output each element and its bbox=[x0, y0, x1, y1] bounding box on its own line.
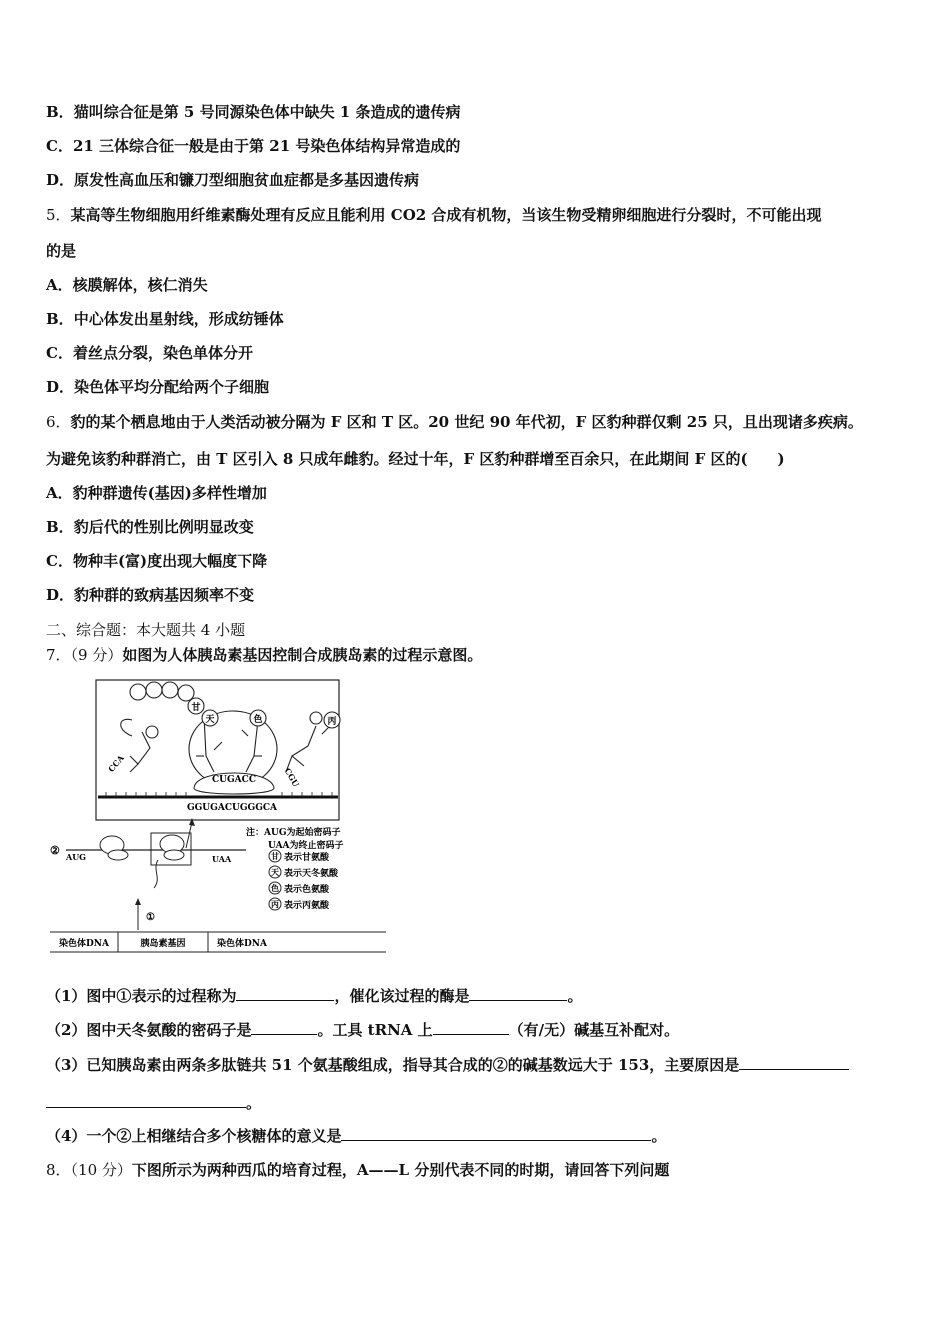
q6-option-c bbox=[46, 551, 267, 571]
option-letter: A． bbox=[46, 484, 73, 502]
q4-option-c bbox=[46, 136, 460, 156]
option-text: 豹后代的性别比例明显改变 bbox=[73, 518, 254, 536]
option-text: 核膜解体，核仁消失 bbox=[72, 276, 208, 294]
ribosome-1-small bbox=[108, 850, 128, 860]
q6-option-d bbox=[46, 585, 254, 605]
option-letter: B． bbox=[46, 103, 74, 121]
answer-blank[interactable] bbox=[46, 1093, 246, 1108]
insulin-synthesis-figure bbox=[46, 676, 402, 962]
option-letter: D． bbox=[46, 171, 75, 189]
stop-codon: UAA bbox=[212, 854, 232, 864]
q7-sub3-continued bbox=[46, 1093, 261, 1113]
amino-trp-label: 色 bbox=[253, 715, 263, 725]
option-letter: B． bbox=[46, 518, 74, 536]
sub-text: 。工具 tRNA 上 bbox=[317, 1021, 433, 1039]
question-score: （9 分） bbox=[70, 646, 123, 664]
q7-sub4 bbox=[46, 1126, 666, 1146]
zoom-arrowhead bbox=[189, 818, 195, 826]
option-letter: A． bbox=[46, 276, 73, 294]
option-text: 物种丰(富)度出现大幅度下降 bbox=[72, 552, 268, 570]
sub-text: 。 bbox=[651, 1127, 667, 1145]
sub-text: （3）已知胰岛素由两条多肽链共 51 个氨基酸组成，指导其合成的②的碱基数远大于 153，主要原因是 bbox=[46, 1056, 740, 1074]
ribosome-2-small bbox=[164, 850, 184, 860]
sub-text: （2）图中天冬氨酸的密码子是 bbox=[46, 1021, 252, 1039]
q6-stem-line1 bbox=[46, 412, 863, 432]
legend-symbol: 天 bbox=[271, 867, 279, 877]
option-text: 豹种群遗传(基因)多样性增加 bbox=[72, 484, 267, 502]
question-stem: 的是 bbox=[46, 242, 77, 260]
figure-svg bbox=[46, 676, 402, 962]
answer-blank[interactable] bbox=[469, 986, 567, 1001]
question-stem: 下图所示为两种西瓜的培育过程，A——L 分别代表不同的时期，请回答下列问题 bbox=[131, 1161, 670, 1179]
option-letter: C． bbox=[46, 137, 73, 155]
legend bbox=[269, 850, 339, 911]
dna-bar bbox=[50, 932, 386, 952]
option-text: 着丝点分裂，染色单体分开 bbox=[72, 344, 253, 362]
question-score: （10 分） bbox=[70, 1161, 132, 1179]
q7-sub1 bbox=[46, 986, 582, 1006]
legend-text: 表示丙氨酸 bbox=[284, 901, 330, 911]
option-letter: C． bbox=[46, 344, 73, 362]
option-text: 豹种群的致病基因频率不变 bbox=[74, 586, 255, 604]
mrna-sequence: GGUGACUGGGCA bbox=[186, 803, 278, 813]
note-line2: UAA为终止密码子 bbox=[268, 841, 344, 851]
question-stem: 某高等生物细胞用纤维素酶处理有反应且能利用 CO2 合成有机物，当该生物受精卵细胞进行分裂时，不可能出现 bbox=[70, 206, 822, 224]
question-stem: 为避免该豹种群消亡，由 T 区引入 8 只成年雌豹。经过十年，F 区豹种群增至百余只，在此期间 F 区的( ) bbox=[46, 450, 785, 468]
dna-segment-left: 染色体DNA bbox=[58, 939, 110, 949]
legend-text: 表示色氨酸 bbox=[284, 885, 330, 895]
dna-segment-gene: 胰岛素基因 bbox=[140, 939, 186, 949]
option-letter: D． bbox=[46, 586, 75, 604]
question-stem: 如图为人体胰岛素基因控制合成胰岛素的过程示意图。 bbox=[122, 646, 483, 664]
q6-option-b bbox=[46, 517, 254, 537]
amino-ala-label: 丙 bbox=[327, 717, 337, 727]
sub-text: （有/无）碱基互补配对。 bbox=[508, 1021, 680, 1039]
question-stem: 豹的某个栖息地由于人类活动被分隔为 F 区和 T 区。20 世纪 90 年代初，F 区豹种群仅剩 25 只，且出现诸多疾病。 bbox=[70, 413, 863, 431]
legend-symbol: 甘 bbox=[271, 851, 279, 861]
answer-blank[interactable] bbox=[251, 1020, 317, 1035]
codon-top-sequence: CUGACC bbox=[211, 775, 257, 785]
amino-asp-label: 天 bbox=[205, 715, 215, 725]
q6-option-a bbox=[46, 483, 267, 503]
q5-option-d bbox=[46, 377, 269, 397]
legend-text: 表示天冬氨酸 bbox=[284, 869, 339, 879]
trna-left bbox=[121, 719, 158, 772]
trna-center-right bbox=[242, 720, 262, 772]
peptide-tail bbox=[154, 860, 158, 888]
legend-symbol: 色 bbox=[271, 883, 279, 893]
amino-gly-label: 甘 bbox=[191, 703, 201, 713]
anticodon-left: CCA bbox=[106, 752, 126, 774]
q5-option-c bbox=[46, 343, 253, 363]
section-heading: 二、综合题：本大题共 4 小题 bbox=[46, 621, 246, 639]
q5-stem-line1 bbox=[46, 205, 821, 225]
sub-text: 。 bbox=[246, 1094, 262, 1112]
legend-text: 表示甘氨酸 bbox=[284, 853, 330, 863]
q7-sub3 bbox=[46, 1055, 849, 1075]
answer-blank[interactable] bbox=[236, 986, 334, 1001]
option-text: 染色体平均分配给两个子细胞 bbox=[74, 378, 270, 396]
q4-option-b bbox=[46, 102, 460, 122]
answer-blank[interactable] bbox=[433, 1020, 509, 1035]
answer-blank[interactable] bbox=[341, 1126, 651, 1141]
transcription-arrowhead bbox=[135, 898, 141, 905]
sub-text: （4）一个②上相继结合多个核糖体的意义是 bbox=[46, 1127, 342, 1145]
marker-2: ② bbox=[50, 844, 60, 857]
option-text: 21 三体综合征一般是由于第 21 号染色体结构异常造成的 bbox=[72, 137, 461, 155]
marker-1: ① bbox=[146, 912, 155, 923]
option-text: 猫叫综合征是第 5 号同源染色体中缺失 1 条造成的遗传病 bbox=[73, 103, 461, 121]
question-number: 6． bbox=[46, 413, 71, 431]
note-title: 注：AUG为起始密码子 bbox=[246, 828, 341, 838]
dna-segment-right: 染色体DNA bbox=[216, 939, 268, 949]
sub-text: 。 bbox=[567, 987, 583, 1005]
option-text: 中心体发出星射线，形成纺锤体 bbox=[73, 310, 284, 328]
legend-symbol: 丙 bbox=[271, 899, 279, 909]
start-codon: AUG bbox=[66, 852, 87, 862]
question-number: 7． bbox=[46, 646, 71, 664]
q5-option-a bbox=[46, 275, 208, 295]
peptide-chain bbox=[130, 682, 194, 701]
q5-option-b bbox=[46, 309, 284, 329]
q7-sub2 bbox=[46, 1020, 679, 1040]
option-letter: D． bbox=[46, 378, 75, 396]
option-letter: C． bbox=[46, 552, 73, 570]
q4-option-d bbox=[46, 170, 419, 190]
sub-text: （1）图中①表示的过程称为 bbox=[46, 987, 237, 1005]
question-number: 8． bbox=[46, 1161, 71, 1179]
answer-blank[interactable] bbox=[739, 1055, 849, 1070]
anticodon-right: CGU bbox=[282, 766, 302, 789]
sub-text: ，催化该过程的酶是 bbox=[334, 987, 470, 1005]
question-number: 5． bbox=[46, 206, 71, 224]
q8-stem bbox=[46, 1160, 669, 1180]
q5-stem-line2 bbox=[46, 241, 76, 261]
q7-stem bbox=[46, 645, 482, 665]
q6-stem-line2 bbox=[46, 449, 785, 469]
option-text: 原发性高血压和镰刀型细胞贫血症都是多基因遗传病 bbox=[74, 171, 420, 189]
option-letter: B． bbox=[46, 310, 74, 328]
